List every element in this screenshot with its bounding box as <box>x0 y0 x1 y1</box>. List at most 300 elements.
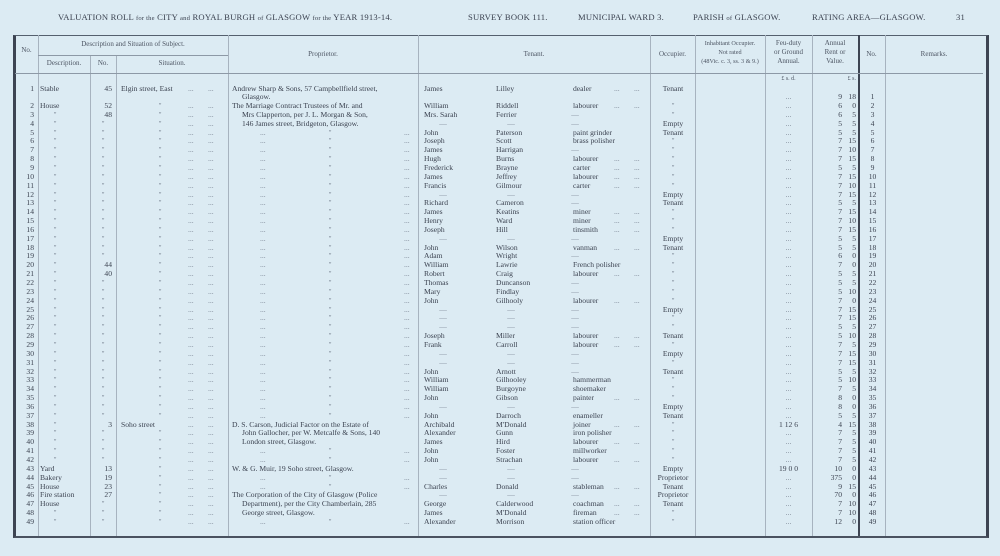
rent-pounds: 5 <box>838 278 842 287</box>
header-feu-3: Annual. <box>777 57 800 65</box>
situation: " <box>158 508 162 518</box>
row-number: 7 <box>30 145 34 155</box>
rent-shillings: 5 <box>852 278 856 287</box>
situation: " <box>158 171 162 181</box>
occupier: " <box>671 162 675 172</box>
row-number: 1 <box>30 84 34 93</box>
rent-pounds: 70 <box>834 490 842 500</box>
description: " <box>53 145 57 155</box>
description: " <box>53 118 57 128</box>
feu-duty: ... <box>785 233 792 243</box>
proprietor: " <box>328 375 332 385</box>
feu-duty: ... <box>785 366 792 376</box>
rent-shillings: 10 <box>848 216 856 226</box>
table-row <box>0 313 1000 322</box>
header-rent-3: Value. <box>826 57 844 65</box>
table-row <box>0 84 1000 101</box>
table-row <box>0 517 1000 526</box>
situation-leader: ... <box>188 384 194 394</box>
table-row <box>0 446 1000 455</box>
rent-shillings: 5 <box>852 322 856 332</box>
row-number: 3 <box>30 109 34 119</box>
row-number-right: 23 <box>868 286 877 296</box>
table-row <box>0 340 1000 349</box>
street-number: " <box>101 384 105 394</box>
situation-leader: ... <box>188 154 194 164</box>
description: " <box>53 516 57 526</box>
street-number: " <box>101 145 105 155</box>
tenant-occupation: dealer <box>573 84 592 93</box>
proprietor-leader: ... <box>260 260 266 270</box>
tenant-surname: Miller <box>496 331 515 341</box>
situation-leader: ... <box>208 171 214 181</box>
feu-duty: ... <box>785 322 792 332</box>
rent-pounds: 5 <box>838 331 842 341</box>
occupier: " <box>671 154 675 164</box>
row-number-right: 47 <box>868 499 877 509</box>
proprietor: " <box>328 242 332 252</box>
tenant-occupation: miner <box>573 216 591 226</box>
proprietor-leader: ... <box>404 401 410 411</box>
situation-leader: ... <box>188 189 194 199</box>
proprietor-leader: ... <box>260 331 266 341</box>
description: " <box>53 375 57 385</box>
situation-leader: ... <box>188 233 194 243</box>
feu-duty: ... <box>785 278 792 287</box>
proprietor: " <box>328 446 332 456</box>
tenant-occupation: carter <box>573 180 591 190</box>
situation-leader: ... <box>208 127 214 137</box>
tenant-surname: — <box>507 189 515 199</box>
tenant-first-name: John <box>424 446 439 456</box>
table-row <box>0 331 1000 340</box>
row-number-right: 14 <box>868 207 877 217</box>
row-number-right: 15 <box>868 216 877 226</box>
tenant-first-name: Archibald <box>424 419 455 429</box>
row-number: 13 <box>26 198 34 208</box>
situation: " <box>158 269 162 279</box>
situation-leader: ... <box>188 331 194 341</box>
table-row <box>0 110 1000 119</box>
table-row <box>0 172 1000 181</box>
rent-pounds: 6 <box>838 251 842 261</box>
feu-duty: ... <box>785 127 792 137</box>
occupier: " <box>671 393 675 403</box>
tenant-occupation: tinsmith <box>573 224 598 234</box>
tenant-first-name: — <box>439 118 447 128</box>
tenant-first-name: John <box>424 393 439 403</box>
row-number-right: 1 <box>870 92 875 101</box>
row-number-right: 17 <box>868 233 877 243</box>
proprietor-leader: ... <box>260 242 266 252</box>
situation: " <box>158 304 162 314</box>
feu-duty: ... <box>785 154 792 164</box>
table-row <box>0 181 1000 190</box>
tenant-first-name: Thomas <box>424 278 449 287</box>
feu-duty: ... <box>785 428 792 438</box>
proprietor-leader: ... <box>260 410 266 420</box>
street-number: 23 <box>104 481 112 491</box>
occupier: " <box>671 101 675 110</box>
tenant-surname: Lilley <box>496 84 515 93</box>
row-number: 48 <box>26 508 34 518</box>
tenant-occupation: — <box>571 145 579 155</box>
occupier: " <box>671 145 675 155</box>
rent-pounds: 7 <box>838 180 842 190</box>
rent-shillings: 15 <box>848 313 856 323</box>
tenant-occupation: labourer <box>573 295 599 305</box>
occupier: Empty <box>662 118 684 128</box>
proprietor: " <box>328 198 332 208</box>
rent-pounds: 375 <box>830 472 842 482</box>
rent-pounds: 7 <box>838 384 842 394</box>
occupation-leader: ... <box>634 339 640 349</box>
street-number: " <box>101 348 105 358</box>
row-number-right: 32 <box>868 366 877 376</box>
occupation-leader: ... <box>614 101 620 110</box>
rent-pounds: 5 <box>838 286 842 296</box>
occupation-leader: ... <box>634 331 640 341</box>
feu-duty: ... <box>785 339 792 349</box>
proprietor: " <box>328 278 332 287</box>
tenant-surname: — <box>507 313 515 323</box>
proprietor-leader: ... <box>404 410 410 420</box>
situation-leader: ... <box>208 260 214 270</box>
tenant-surname: Foster <box>496 446 515 456</box>
tenant-first-name: James <box>424 437 443 447</box>
rent-shillings: 0 <box>852 251 856 261</box>
occupier: " <box>671 455 675 464</box>
table-row <box>0 428 1000 437</box>
row-number: 42 <box>26 455 34 464</box>
row-number-right: 22 <box>868 278 877 287</box>
row-number: 22 <box>26 278 34 287</box>
situation-leader: ... <box>208 295 214 305</box>
rent-pounds: 7 <box>838 216 842 226</box>
occupier: Empty <box>662 233 684 243</box>
table-row <box>0 482 1000 491</box>
proprietor-leader: ... <box>404 313 410 323</box>
tenant-occupation: — <box>571 322 579 332</box>
tenant-occupation: millworker <box>573 446 607 456</box>
table-row <box>0 260 1000 269</box>
proprietor: " <box>328 171 332 181</box>
tenant-first-name: — <box>439 472 447 482</box>
street-number: 3 <box>108 419 112 429</box>
tenant-occupation: iron polisher <box>573 428 612 438</box>
header-remarks: Remarks. <box>920 50 948 58</box>
feu-duty: 19 0 0 <box>779 463 798 473</box>
situation-leader: ... <box>188 171 194 181</box>
table-row <box>0 251 1000 260</box>
rent-shillings: 5 <box>852 118 856 128</box>
occupier: Tenant <box>662 198 684 208</box>
occupation-leader: ... <box>634 180 640 190</box>
situation: " <box>158 180 162 190</box>
row-number: 40 <box>26 437 34 447</box>
description: " <box>53 295 57 305</box>
proprietor: Department), per the City Chamberlain, 285 <box>242 499 377 509</box>
situation: " <box>158 339 162 349</box>
occupier: " <box>671 357 675 367</box>
street-number: " <box>101 216 105 226</box>
table-row <box>0 225 1000 234</box>
rent-pounds: 7 <box>838 437 842 447</box>
proprietor: " <box>328 269 332 279</box>
proprietor: " <box>328 286 332 296</box>
tenant-occupation: brass polisher <box>573 136 615 146</box>
proprietor-leader: ... <box>260 313 266 323</box>
street-number: " <box>101 446 105 456</box>
description: " <box>53 339 57 349</box>
rent-shillings: 5 <box>852 269 856 279</box>
rent-shillings: 5 <box>852 198 856 208</box>
situation: " <box>158 109 162 119</box>
street-number: " <box>101 118 105 128</box>
rent-shillings: 15 <box>848 419 856 429</box>
row-number-right: 34 <box>868 384 877 394</box>
row-number: 12 <box>26 189 34 199</box>
row-number-right: 46 <box>868 490 877 500</box>
tenant-occupation: shoemaker <box>573 384 606 394</box>
proprietor-leader: ... <box>404 304 410 314</box>
street-number: " <box>101 198 105 208</box>
row-number-right: 49 <box>868 516 877 526</box>
description: " <box>53 357 57 367</box>
rent-pounds: 7 <box>838 428 842 438</box>
occupier: Proprietor <box>657 490 689 500</box>
feu-duty: ... <box>785 304 792 314</box>
tenant-first-name: Hugh <box>424 154 441 164</box>
tenant-first-name: Francis <box>424 180 447 190</box>
proprietor-leader: ... <box>404 162 410 172</box>
proprietor: " <box>328 127 332 137</box>
situation: " <box>158 375 162 385</box>
street-number: " <box>101 455 105 464</box>
table-row <box>0 367 1000 376</box>
situation-leader: ... <box>208 348 214 358</box>
rent-pounds: 7 <box>838 145 842 155</box>
proprietor: " <box>328 216 332 226</box>
rent-pounds: 7 <box>838 348 842 358</box>
proprietor: " <box>328 481 332 491</box>
feu-duty: ... <box>785 499 792 509</box>
description: " <box>53 313 57 323</box>
row-number-right: 38 <box>868 419 877 429</box>
situation-leader: ... <box>188 109 194 119</box>
tenant-first-name: Henry <box>424 216 443 226</box>
proprietor-leader: ... <box>404 472 410 482</box>
row-number-right: 27 <box>868 322 877 332</box>
row-number: 49 <box>26 516 34 526</box>
proprietor-leader: ... <box>404 233 410 243</box>
tenant-first-name: Adam <box>424 251 443 261</box>
tenant-occupation: vanman <box>573 242 598 252</box>
proprietor: " <box>328 516 332 526</box>
tenant-first-name: Joseph <box>424 331 445 341</box>
header-feu: Feu-duty <box>775 39 802 47</box>
occupier: Proprietor <box>657 472 689 482</box>
tenant-occupation: — <box>571 357 579 367</box>
situation-leader: ... <box>208 224 214 234</box>
tenant-surname: — <box>507 233 515 243</box>
table-row <box>0 269 1000 278</box>
street-number: 27 <box>104 490 112 500</box>
proprietor: " <box>328 384 332 394</box>
situation-leader: ... <box>208 313 214 323</box>
table-row <box>0 163 1000 172</box>
proprietor-leader: ... <box>404 180 410 190</box>
proprietor-leader: ... <box>404 242 410 252</box>
table-row <box>0 384 1000 393</box>
rent-pounds: 7 <box>838 224 842 234</box>
row-number-right: 44 <box>868 472 877 482</box>
table-row <box>0 393 1000 402</box>
rent-shillings: 15 <box>848 154 856 164</box>
situation-leader: ... <box>188 463 194 473</box>
tenant-first-name: Mary <box>424 286 441 296</box>
rent-pounds: 7 <box>838 455 842 464</box>
tenant-first-name: James <box>424 508 443 518</box>
occupation-leader: ... <box>634 242 640 252</box>
row-number-right: 11 <box>868 180 877 190</box>
occupation-leader: ... <box>634 481 640 491</box>
proprietor: " <box>328 136 332 146</box>
table-row <box>0 411 1000 420</box>
proprietor: " <box>328 251 332 261</box>
situation-leader: ... <box>188 348 194 358</box>
rent-shillings: 0 <box>852 472 856 482</box>
situation: " <box>158 136 162 146</box>
tenant-surname: M'Donald <box>496 419 527 429</box>
rent-shillings: 15 <box>848 224 856 234</box>
tenant-first-name: James <box>424 171 443 181</box>
roll-title: VALUATION ROLL for the CITY and ROYAL BURGH of GLASGOW for the YEAR 1913-14. <box>58 12 393 22</box>
proprietor: " <box>328 260 332 270</box>
tenant-surname: Darroch <box>496 410 521 420</box>
situation: " <box>158 472 162 482</box>
occupation-leader: ... <box>634 207 640 217</box>
tenant-surname: Gunn <box>496 428 513 438</box>
proprietor-leader: ... <box>260 171 266 181</box>
situation-leader: ... <box>208 419 214 429</box>
row-number: 16 <box>26 224 34 234</box>
street-number: " <box>101 339 105 349</box>
proprietor-leader: ... <box>404 224 410 234</box>
description: " <box>53 224 57 234</box>
situation-leader: ... <box>208 198 214 208</box>
situation-leader: ... <box>188 322 194 332</box>
rent-pounds: 7 <box>838 136 842 146</box>
rent-pounds: 7 <box>838 339 842 349</box>
tenant-occupation: labourer <box>573 339 599 349</box>
occupation-leader: ... <box>614 84 620 93</box>
header-situation: Situation. <box>158 59 186 67</box>
situation-leader: ... <box>188 437 194 447</box>
tenant-first-name: William <box>424 384 449 394</box>
rent-pounds: 5 <box>838 127 842 137</box>
proprietor-leader: ... <box>404 384 410 394</box>
description: " <box>53 508 57 518</box>
proprietor: " <box>328 295 332 305</box>
proprietor: " <box>328 304 332 314</box>
street-number: " <box>101 437 105 447</box>
street-number: " <box>101 322 105 332</box>
rent-pounds: 7 <box>838 260 842 270</box>
description: " <box>53 251 57 261</box>
table-row <box>0 349 1000 358</box>
occupation-leader: ... <box>634 393 640 403</box>
feu-duty: ... <box>785 286 792 296</box>
proprietor-leader: ... <box>260 224 266 234</box>
tenant-surname: Findlay <box>496 286 520 296</box>
situation-leader: ... <box>188 260 194 270</box>
description: " <box>53 286 57 296</box>
occupation-leader: ... <box>634 171 640 181</box>
situation-leader: ... <box>208 455 214 464</box>
proprietor-leader: ... <box>260 145 266 155</box>
tenant-occupation: — <box>571 463 579 473</box>
proprietor-leader: ... <box>260 269 266 279</box>
feu-duty: ... <box>785 207 792 217</box>
description: " <box>53 428 57 438</box>
situation-leader: ... <box>188 224 194 234</box>
occupation-leader: ... <box>614 339 620 349</box>
proprietor: George street, Glasgow. <box>242 508 315 518</box>
proprietor-leader: ... <box>260 357 266 367</box>
tenant-first-name: Charles <box>424 481 448 491</box>
proprietor-leader: ... <box>260 295 266 305</box>
feu-duty: ... <box>785 251 792 261</box>
situation-leader: ... <box>208 357 214 367</box>
header-proprietor: Proprietor. <box>308 50 338 58</box>
rent-pounds: 5 <box>838 118 842 128</box>
occupation-leader: ... <box>614 481 620 491</box>
rent-shillings: 0 <box>852 295 856 305</box>
street-number: " <box>101 251 105 261</box>
situation: " <box>158 260 162 270</box>
street-number: " <box>101 154 105 164</box>
occupation-leader: ... <box>614 224 620 234</box>
feu-duty: ... <box>785 260 792 270</box>
situation-leader: ... <box>188 304 194 314</box>
proprietor-leader: ... <box>404 286 410 296</box>
proprietor-leader: ... <box>404 127 410 137</box>
situation: " <box>158 410 162 420</box>
tenant-occupation: — <box>571 490 579 500</box>
proprietor-leader: ... <box>404 171 410 181</box>
row-number-right: 28 <box>868 331 877 341</box>
row-number: 11 <box>26 180 34 190</box>
row-number-right: 3 <box>870 109 875 119</box>
situation-leader: ... <box>188 180 194 190</box>
tenant-occupation: — <box>571 304 579 314</box>
row-number-right: 6 <box>870 136 875 146</box>
proprietor: " <box>328 339 332 349</box>
feu-duty: ... <box>785 136 792 146</box>
occupier: " <box>671 375 675 385</box>
situation-leader: ... <box>188 278 194 287</box>
occupier: " <box>671 286 675 296</box>
occupier: Tenant <box>662 242 684 252</box>
row-number: 19 <box>26 251 34 261</box>
feu-duty: ... <box>785 384 792 394</box>
rent-pounds: 7 <box>838 357 842 367</box>
occupier: Tenant <box>662 366 684 376</box>
municipal-ward: MUNICIPAL WARD 3. <box>578 12 664 22</box>
table-row <box>0 234 1000 243</box>
situation: " <box>158 127 162 137</box>
